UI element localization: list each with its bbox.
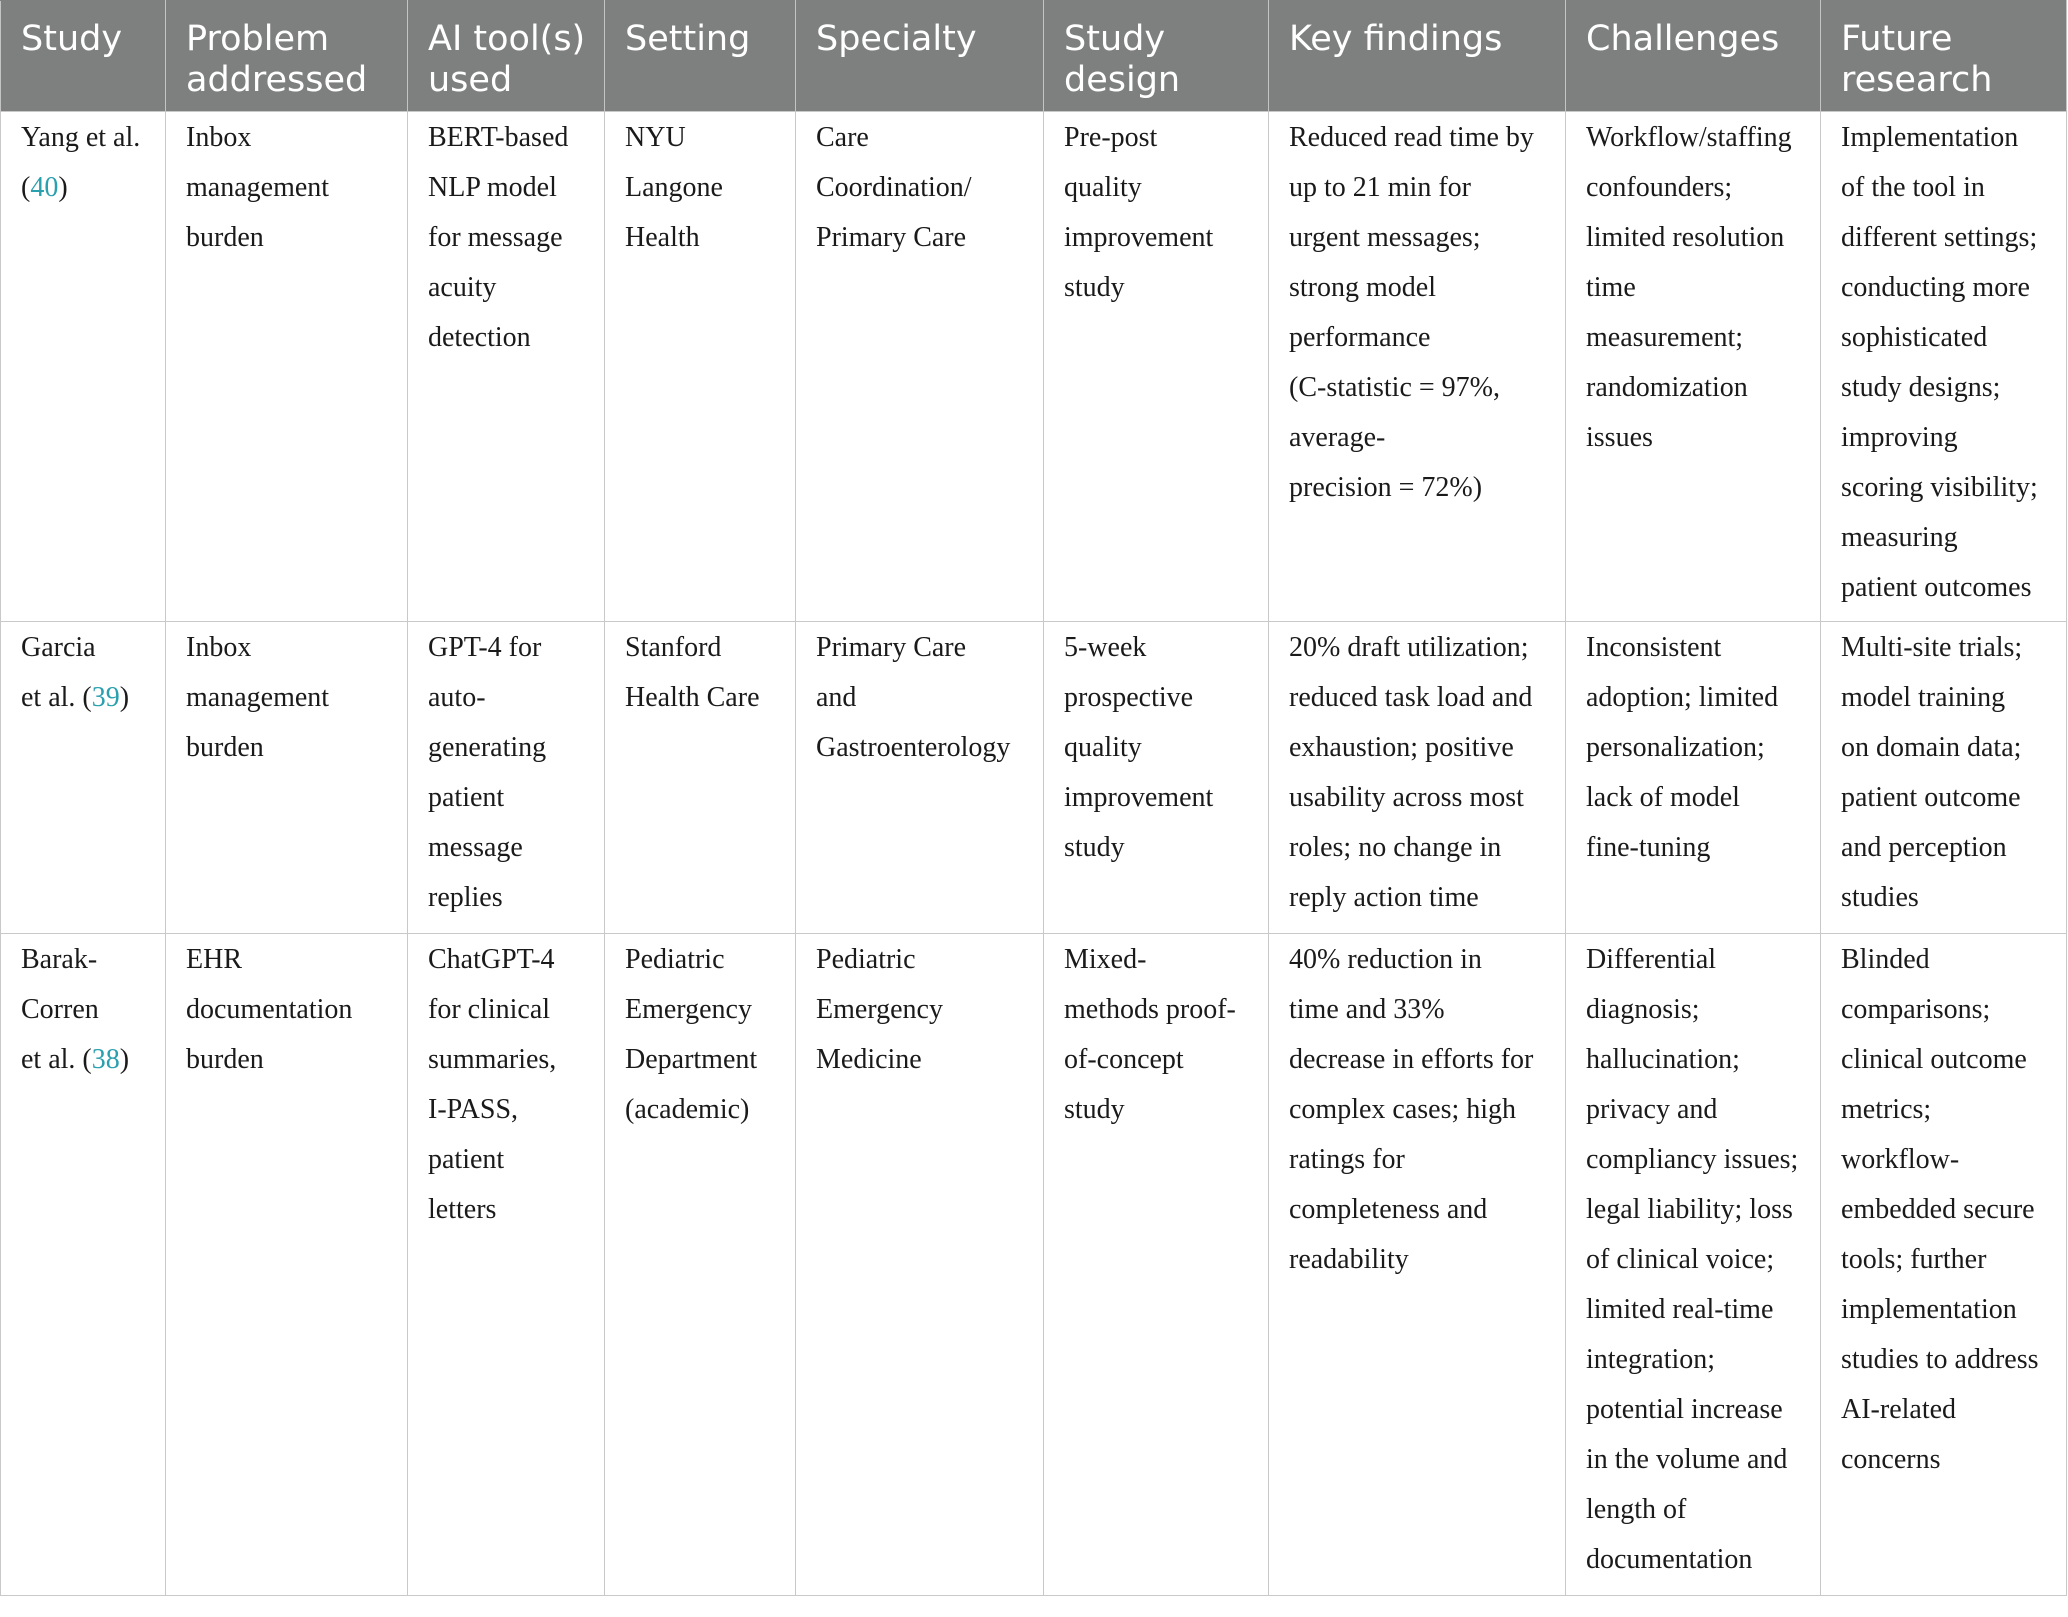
cell-line: clinical outcome bbox=[1841, 1044, 2027, 1075]
cell-line: conducting more bbox=[1841, 272, 2030, 303]
cell-line: Pediatric bbox=[625, 944, 725, 975]
cell-line: patient outcomes bbox=[1841, 572, 2032, 603]
cell-line: auto- bbox=[428, 682, 486, 713]
header-line: Future bbox=[1841, 19, 1953, 59]
cell-line: 20% draft utilization; bbox=[1289, 632, 1529, 663]
cell-study bbox=[1, 622, 166, 934]
cell-line: in the volume and bbox=[1586, 1444, 1788, 1475]
reference-link[interactable]: 38 bbox=[91, 1044, 120, 1075]
cell-line: Reduced read time by bbox=[1289, 122, 1534, 153]
cell-line: Pre-post bbox=[1064, 122, 1158, 153]
header-key-findings bbox=[1269, 1, 1566, 112]
cell-line: studies to address bbox=[1841, 1344, 2039, 1375]
citation-line bbox=[21, 163, 149, 213]
cell-line: quality bbox=[1064, 732, 1142, 763]
citation-close: ) bbox=[119, 682, 130, 713]
cell-line: complex cases; high bbox=[1289, 1094, 1517, 1125]
cell-line: improvement bbox=[1064, 782, 1214, 813]
cell-line: measuring bbox=[1841, 522, 1958, 553]
reference-link[interactable]: 39 bbox=[91, 682, 120, 713]
cell-line: and bbox=[816, 682, 857, 713]
header-line: Challenges bbox=[1586, 19, 1780, 59]
cell-line: fine-tuning bbox=[1586, 832, 1711, 863]
cell-line: generating bbox=[428, 732, 547, 763]
cell-line: Care bbox=[816, 122, 869, 153]
cell-line: tools; further bbox=[1841, 1244, 1987, 1275]
cell-line: reply action time bbox=[1289, 882, 1479, 913]
cell-line: Primary Care bbox=[816, 632, 967, 663]
cell-line: Health bbox=[625, 222, 700, 253]
cell-line: of the tool in bbox=[1841, 172, 1985, 203]
cell-line: exhaustion; positive bbox=[1289, 732, 1514, 763]
cell-line: concerns bbox=[1841, 1444, 1941, 1475]
cell-line: Mixed- bbox=[1064, 944, 1147, 975]
cell-line: GPT-4 for bbox=[428, 632, 542, 663]
cell-line: up to 21 min for bbox=[1289, 172, 1471, 203]
cell-line: Garcia bbox=[21, 632, 96, 663]
cell-line: quality bbox=[1064, 172, 1142, 203]
reference-link[interactable]: 40 bbox=[30, 172, 59, 203]
cell-line: burden bbox=[186, 222, 264, 253]
cell-line: detection bbox=[428, 322, 531, 353]
cell-line: 5-week bbox=[1064, 632, 1147, 663]
cell-line: Gastroenterology bbox=[816, 732, 1011, 763]
cell-line: Health Care bbox=[625, 682, 760, 713]
cell-line: sophisticated bbox=[1841, 322, 1988, 353]
cell-line: documentation bbox=[1586, 1544, 1753, 1575]
cell-line: EHR bbox=[186, 944, 242, 975]
cell-line: burden bbox=[186, 1044, 264, 1075]
cell-line: for message bbox=[428, 222, 563, 253]
cell-line: Inconsistent bbox=[1586, 632, 1722, 663]
cell-line: Pediatric bbox=[816, 944, 916, 975]
cell-line: Emergency bbox=[816, 994, 943, 1025]
cell-line: Medicine bbox=[816, 1044, 922, 1075]
cell-line: Inbox bbox=[186, 122, 252, 153]
cell-line: and perception bbox=[1841, 832, 2007, 863]
cell-line: Inbox bbox=[186, 632, 252, 663]
header-future-research bbox=[1821, 1, 2067, 112]
cell-line: diagnosis; bbox=[1586, 994, 1700, 1025]
cell-challenges bbox=[1566, 622, 1821, 934]
cell-line: AI-related bbox=[1841, 1394, 1957, 1425]
cell-line: management bbox=[186, 682, 330, 713]
cell-key-findings bbox=[1269, 622, 1566, 934]
cell-line: prospective bbox=[1064, 682, 1194, 713]
cell-line: patient bbox=[428, 1144, 505, 1175]
table-row bbox=[1, 934, 2067, 1596]
cell-line: I-PASS, bbox=[428, 1094, 519, 1125]
cell-line: integration; bbox=[1586, 1344, 1716, 1375]
citation-open: et al. ( bbox=[21, 682, 92, 713]
cell-line: Coordination/ bbox=[816, 172, 972, 203]
cell-line: patient outcome bbox=[1841, 782, 2021, 813]
cell-line: study designs; bbox=[1841, 372, 2001, 403]
cell-study-design bbox=[1044, 112, 1269, 622]
cell-ai-tools-used bbox=[408, 934, 605, 1596]
cell-line: readability bbox=[1289, 1244, 1409, 1275]
header-line: AI tool(s) bbox=[428, 19, 586, 59]
cell-line: ratings for bbox=[1289, 1144, 1405, 1175]
cell-line: comparisons; bbox=[1841, 994, 1991, 1025]
cell-line: ChatGPT-4 bbox=[428, 944, 555, 975]
cell-line: performance bbox=[1289, 322, 1431, 353]
cell-line: scoring visibility; bbox=[1841, 472, 2038, 503]
header-line: Setting bbox=[625, 19, 751, 59]
header-study bbox=[1, 1, 166, 112]
cell-line: different settings; bbox=[1841, 222, 2038, 253]
table-row bbox=[1, 622, 2067, 934]
cell-line: Workflow/staffing bbox=[1586, 122, 1792, 153]
cell-line: studies bbox=[1841, 882, 1919, 913]
header-line: Study bbox=[21, 19, 123, 59]
cell-problem-addressed bbox=[166, 622, 408, 934]
citation-close: ) bbox=[58, 172, 68, 203]
cell-line: documentation bbox=[186, 994, 353, 1025]
cell-line: time and 33% bbox=[1289, 994, 1445, 1025]
cell-line: methods proof- bbox=[1064, 994, 1236, 1025]
cell-study bbox=[1, 112, 166, 622]
cell-line: summaries, bbox=[428, 1044, 557, 1075]
cell-line: Implementation bbox=[1841, 122, 2019, 153]
header-line: Study bbox=[1064, 19, 1166, 59]
header-challenges bbox=[1566, 1, 1821, 112]
table-body bbox=[1, 112, 2067, 1596]
cell-line: message bbox=[428, 832, 523, 863]
cell-line: of-concept bbox=[1064, 1044, 1184, 1075]
cell-future-research bbox=[1821, 112, 2067, 622]
cell-line: limited resolution bbox=[1586, 222, 1785, 253]
cell-line: reduced task load and bbox=[1289, 682, 1533, 713]
cell-line: strong model bbox=[1289, 272, 1436, 303]
cell-line: metrics; bbox=[1841, 1094, 1932, 1125]
cell-line: length of bbox=[1586, 1494, 1687, 1525]
cell-line: on domain data; bbox=[1841, 732, 2022, 763]
cell-future-research bbox=[1821, 622, 2067, 934]
citation-line bbox=[21, 1035, 149, 1085]
citation-close: ) bbox=[119, 1044, 130, 1075]
cell-line: limited real-time bbox=[1586, 1294, 1774, 1325]
cell-line: implementation bbox=[1841, 1294, 2017, 1325]
cell-setting bbox=[605, 112, 796, 622]
cell-line: Stanford bbox=[625, 632, 722, 663]
cell-line: adoption; limited bbox=[1586, 682, 1779, 713]
cell-line: legal liability; loss bbox=[1586, 1194, 1793, 1225]
cell-line: precision = 72%) bbox=[1289, 472, 1483, 503]
cell-line: Primary Care bbox=[816, 222, 967, 253]
cell-line: Multi-site trials; bbox=[1841, 632, 2023, 663]
cell-line: study bbox=[1064, 1094, 1125, 1125]
cell-line: Differential bbox=[1586, 944, 1717, 975]
cell-setting bbox=[605, 934, 796, 1596]
cell-line: personalization; bbox=[1586, 732, 1765, 763]
cell-line: issues bbox=[1586, 422, 1653, 453]
header-line: Problem bbox=[186, 19, 330, 59]
cell-line: NYU bbox=[625, 122, 686, 153]
cell-line: Department bbox=[625, 1044, 758, 1075]
cell-line: burden bbox=[186, 732, 264, 763]
cell-line: (academic) bbox=[625, 1094, 750, 1125]
header-setting bbox=[605, 1, 796, 112]
cell-line: NLP model bbox=[428, 172, 557, 203]
cell-line: BERT-based bbox=[428, 122, 569, 153]
cell-line: management bbox=[186, 172, 330, 203]
cell-line: lack of model bbox=[1586, 782, 1740, 813]
citation-line bbox=[21, 673, 149, 723]
cell-line: usability across most bbox=[1289, 782, 1524, 813]
cell-line: improvement bbox=[1064, 222, 1214, 253]
header-line: Specialty bbox=[816, 19, 977, 59]
cell-line: randomization bbox=[1586, 372, 1748, 403]
table-header bbox=[1, 1, 2067, 112]
header-line: Key findings bbox=[1289, 19, 1503, 59]
cell-line: time bbox=[1586, 272, 1636, 303]
cell-line: for clinical bbox=[428, 994, 551, 1025]
header-problem-addressed bbox=[166, 1, 408, 112]
cell-line: improving bbox=[1841, 422, 1958, 453]
cell-challenges bbox=[1566, 934, 1821, 1596]
header-ai-tools-used bbox=[408, 1, 605, 112]
cell-line: Blinded bbox=[1841, 944, 1930, 975]
cell-problem-addressed bbox=[166, 112, 408, 622]
cell-key-findings bbox=[1269, 934, 1566, 1596]
cell-line: embedded secure bbox=[1841, 1194, 2035, 1225]
cell-line: Yang et al. bbox=[21, 122, 141, 153]
cell-line: study bbox=[1064, 832, 1125, 863]
header-row bbox=[1, 1, 2067, 112]
cell-specialty bbox=[796, 622, 1044, 934]
cell-line: (C-statistic = 97%, bbox=[1289, 372, 1500, 403]
cell-line: acuity bbox=[428, 272, 497, 303]
cell-line: Barak- bbox=[21, 944, 98, 975]
cell-line: privacy and bbox=[1586, 1094, 1718, 1125]
cell-line: hallucination; bbox=[1586, 1044, 1740, 1075]
header-line: research bbox=[1841, 60, 1993, 100]
citation-open: ( bbox=[21, 172, 31, 203]
cell-challenges bbox=[1566, 112, 1821, 622]
cell-line: Corren bbox=[21, 994, 99, 1025]
cell-line: of clinical voice; bbox=[1586, 1244, 1775, 1275]
cell-line: model training bbox=[1841, 682, 2006, 713]
cell-line: potential increase bbox=[1586, 1394, 1783, 1425]
cell-line: Langone bbox=[625, 172, 723, 203]
cell-line: decrease in efforts for bbox=[1289, 1044, 1534, 1075]
cell-problem-addressed bbox=[166, 934, 408, 1596]
cell-line: study bbox=[1064, 272, 1125, 303]
cell-ai-tools-used bbox=[408, 622, 605, 934]
cell-line: 40% reduction in bbox=[1289, 944, 1482, 975]
cell-line: replies bbox=[428, 882, 503, 913]
cell-study bbox=[1, 934, 166, 1596]
cell-setting bbox=[605, 622, 796, 934]
header-line: addressed bbox=[186, 60, 368, 100]
cell-specialty bbox=[796, 934, 1044, 1596]
citation-open: et al. ( bbox=[21, 1044, 92, 1075]
cell-line: urgent messages; bbox=[1289, 222, 1481, 253]
header-specialty bbox=[796, 1, 1044, 112]
cell-line: average- bbox=[1289, 422, 1386, 453]
cell-specialty bbox=[796, 112, 1044, 622]
cell-line: measurement; bbox=[1586, 322, 1744, 353]
header-line: used bbox=[428, 60, 513, 100]
cell-line: patient bbox=[428, 782, 505, 813]
header-study-design bbox=[1044, 1, 1269, 112]
cell-line: compliancy issues; bbox=[1586, 1144, 1799, 1175]
cell-line: roles; no change in bbox=[1289, 832, 1502, 863]
cell-future-research bbox=[1821, 934, 2067, 1596]
cell-line: completeness and bbox=[1289, 1194, 1488, 1225]
header-line: design bbox=[1064, 60, 1181, 100]
cell-study-design bbox=[1044, 934, 1269, 1596]
cell-line: Emergency bbox=[625, 994, 752, 1025]
cell-line: letters bbox=[428, 1194, 497, 1225]
table-row bbox=[1, 112, 2067, 622]
cell-line: confounders; bbox=[1586, 172, 1733, 203]
cell-line: workflow- bbox=[1841, 1144, 1960, 1175]
cell-key-findings bbox=[1269, 112, 1566, 622]
cell-ai-tools-used bbox=[408, 112, 605, 622]
cell-study-design bbox=[1044, 622, 1269, 934]
